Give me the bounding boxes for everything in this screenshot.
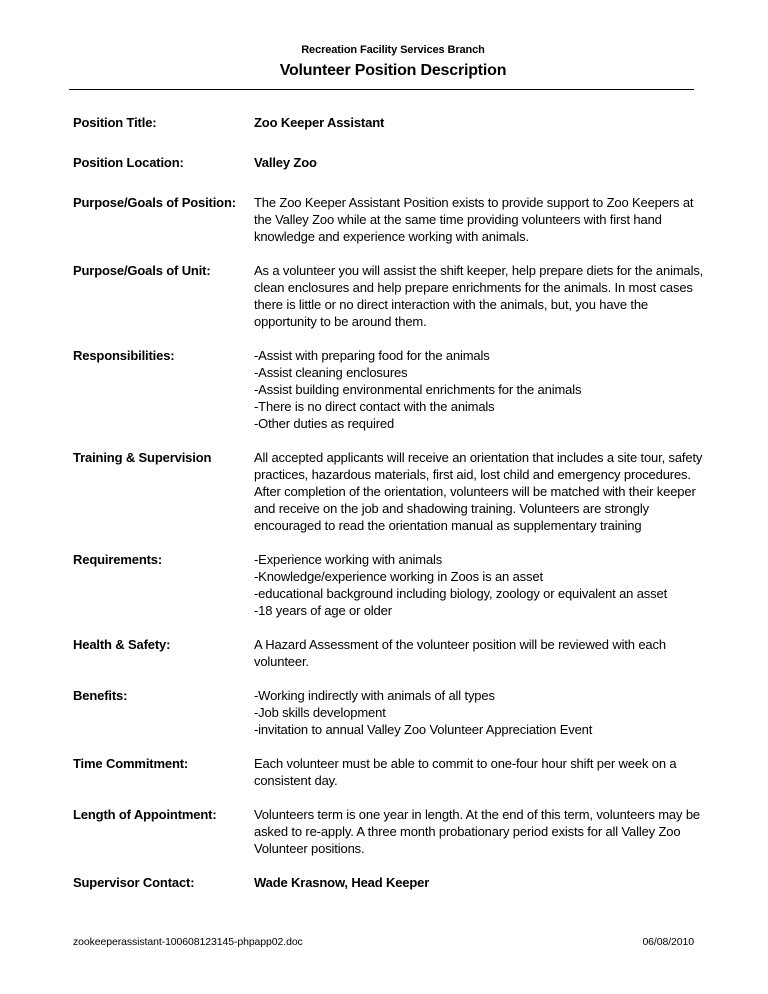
document-title: Volunteer Position Description	[279, 62, 507, 79]
field-label: Requirements:	[73, 552, 163, 567]
field-value	[254, 449, 713, 534]
field-value-line: -Other duties as required	[254, 416, 395, 431]
field-value-line: Volunteers term is one year in length. At the end of this term, volunteers may be	[254, 807, 700, 822]
field-value-line: Each volunteer must be able to commit to one-four hour shift per week on a	[254, 756, 677, 771]
field-value	[254, 194, 713, 245]
field-label: Training & Supervision	[73, 450, 212, 465]
field-value-line: -Assist cleaning enclosures	[254, 365, 408, 380]
field-label: Position Title:	[73, 115, 157, 130]
position-fields	[73, 114, 713, 908]
field-value-line: All accepted applicants will receive an orientation that includes a site tour, safety	[254, 450, 703, 465]
field-value-line: clean enclosures and help prepare enrichments for the animals. In most cases	[254, 280, 693, 295]
field-label: Supervisor Contact:	[73, 875, 195, 890]
field-value-line: encouraged to read the orientation manual as supplementary training	[254, 518, 642, 533]
field-row	[73, 636, 713, 670]
field-value-line: knowledge and experience working with animals.	[254, 229, 529, 244]
field-value-line: -Experience working with animals	[254, 552, 443, 567]
field-value-line: -invitation to annual Valley Zoo Volunteer Appreciation Event	[254, 722, 593, 737]
field-value-line: A Hazard Assessment of the volunteer position will be reviewed with each	[254, 637, 666, 652]
field-label: Health & Safety:	[73, 637, 171, 652]
footer-filename: zookeeperassistant-100608123145-phpapp02.doc	[73, 936, 303, 948]
field-label: Position Location:	[73, 155, 184, 170]
field-label: Length of Appointment:	[73, 807, 217, 822]
field-row	[73, 114, 713, 131]
field-row	[73, 806, 713, 857]
field-value-line: consistent day.	[254, 773, 338, 788]
field-row	[73, 262, 713, 330]
field-row	[73, 687, 713, 738]
field-value-line: -Assist with preparing food for the animals	[254, 348, 490, 363]
field-value-line: -18 years of age or older	[254, 603, 392, 618]
field-value-line: -Working indirectly with animals of all types	[254, 688, 495, 703]
branch-name: Recreation Facility Services Branch	[301, 44, 485, 56]
field-value	[254, 636, 713, 670]
field-label: Responsibilities:	[73, 348, 175, 363]
footer-date: 06/08/2010	[642, 936, 694, 948]
field-row	[73, 755, 713, 789]
field-value-line: asked to re-apply. A three month probationary period exists for all Valley Zoo	[254, 824, 681, 839]
field-value	[254, 114, 713, 131]
document-header	[0, 44, 768, 80]
field-value-line: -Assist building environmental enrichments for the animals	[254, 382, 582, 397]
field-value	[254, 551, 713, 619]
field-value-line: there is little or no direct interaction with the animals, but, you have the	[254, 297, 648, 312]
field-value	[254, 806, 713, 857]
field-value-line: As a volunteer you will assist the shift keeper, help prepare diets for the animals,	[254, 263, 704, 278]
field-value-line: After completion of the orientation, volunteers will be matched with their keeper	[254, 484, 696, 499]
document-footer	[73, 936, 694, 948]
field-row	[73, 551, 713, 619]
field-value	[254, 347, 713, 432]
field-row	[73, 449, 713, 534]
field-row	[73, 194, 713, 245]
field-value-line: opportunity to be around them.	[254, 314, 427, 329]
field-label: Benefits:	[73, 688, 128, 703]
field-value	[254, 262, 713, 330]
field-value-line: -Knowledge/experience working in Zoos is an asset	[254, 569, 543, 584]
field-value	[254, 755, 713, 789]
field-value-line: -There is no direct contact with the animals	[254, 399, 495, 414]
field-row	[73, 154, 713, 171]
field-value-line: The Zoo Keeper Assistant Position exists to provide support to Zoo Keepers at	[254, 195, 694, 210]
field-value-line: Zoo Keeper Assistant	[254, 115, 385, 130]
field-label: Purpose/Goals of Position:	[73, 195, 236, 210]
header-divider	[69, 89, 694, 90]
field-value-line: volunteer.	[254, 654, 309, 669]
field-value-line: -educational background including biology, zoology or equivalent an asset	[254, 586, 668, 601]
field-value-line: -Job skills development	[254, 705, 386, 720]
field-value	[254, 687, 713, 738]
field-label: Time Commitment:	[73, 756, 189, 771]
field-value	[254, 154, 713, 171]
field-value	[254, 874, 713, 891]
field-value-line: practices, hazardous materials, first aid, lost child and emergency procedures.	[254, 467, 691, 482]
field-row	[73, 874, 713, 891]
field-value-line: Valley Zoo	[254, 155, 317, 170]
field-label: Purpose/Goals of Unit:	[73, 263, 211, 278]
field-value-line: Volunteer positions.	[254, 841, 365, 856]
field-value-line: the Valley Zoo while at the same time providing volunteers with first hand	[254, 212, 662, 227]
field-row	[73, 347, 713, 432]
field-value-line: Wade Krasnow, Head Keeper	[254, 875, 430, 890]
field-value-line: and receive on the job and shadowing training. Volunteers are strongly	[254, 501, 649, 516]
